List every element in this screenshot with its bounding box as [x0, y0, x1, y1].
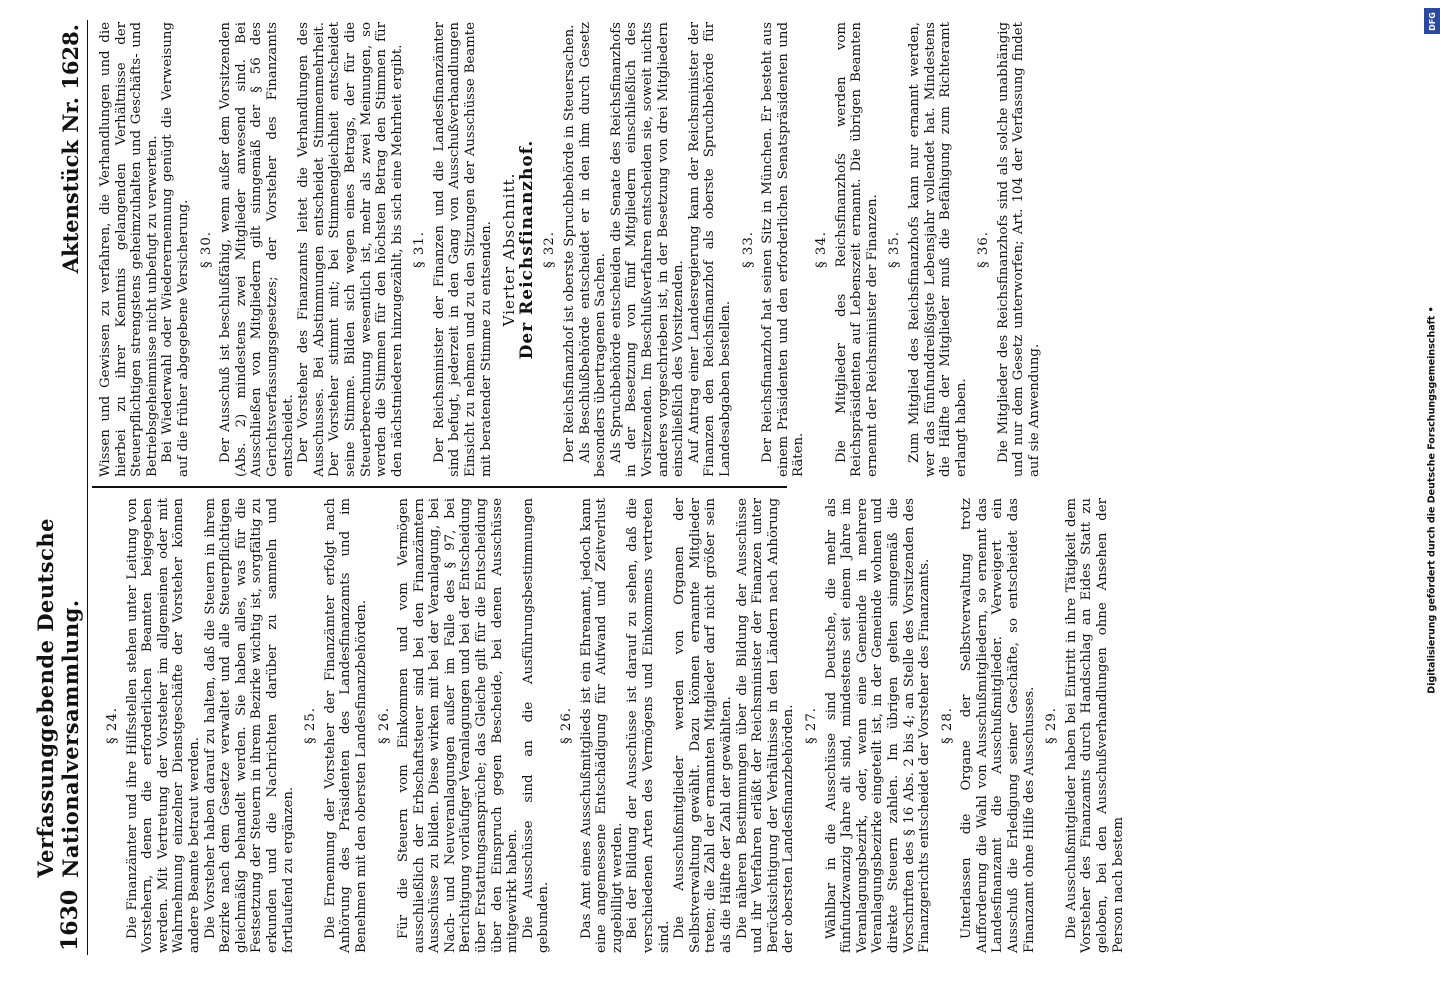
section-heading: § 26. [559, 706, 575, 745]
paragraph: Die Vorsteher haben darauf zu halten, daß die Steuern in ihrem Bezirke nach dem Gesetze verwaltet und alle Steuerpflichtigen gleichmäßig behandelt werden. Sie haben alles, was für die Festsetzung der Steuern in ihrem Bezirke wichtig ist, sorgfältig zu erkunden und die Nachrichten darüber zu sammeln und fortlaufend zu ergänzen. [202, 498, 296, 953]
paragraph: Der Reichsfinanzhof ist oberste Spruchbehörde in Steuersachen. [562, 24, 578, 463]
paragraph: Die Finanzämter und ihre Hilfsstellen stehen unter Leitung von Vorstehern, denen die erforderlichen Beamten beigegeben werden. Mit Vertretung der Vorsteher im allgemeinen oder mit Wahrnehmung einzelner Dienstgeschäfte der Vorsteher können andere Beamte betraut werden. [124, 498, 202, 953]
part-title: Der Reichsfinanzhof. [516, 139, 537, 360]
section-heading: § 28. [939, 706, 955, 745]
paragraph: Für die Steuern vom Einkommen und vom Vermögen ausschließlich der Erbschaftsteuer sind bei den Finanzämtern Ausschüsse zu bilden. Diese wirken mit bei der Veranlagung, bei Nach- und Neuveranlagungen außer im Falle des § 97, bei Berichtigung vorläufiger Veranlagungen und bei der Entscheidung über Erstattungsansprüche; das Gleiche gilt für die Entscheidung über den Einspruch gegen Bescheide, bei denen Ausschüsse mitgewirkt haben. [396, 498, 521, 953]
paragraph: Der Ausschuß ist beschlußfähig, wenn außer dem Vorsitzenden (Abs. 2) mindestens zwei Mitglieder anwesend sind. Bei Ausschließen von Mitgliedern gilt sinngemäß der § 56 des Gerichtsverfassungsgesetzes; der Vorsteher des Finanzamts entscheidet. [218, 22, 296, 477]
section-heading: § 25. [303, 706, 319, 745]
column-divider [92, 487, 787, 489]
section-heading: § 34. [813, 230, 829, 269]
section-heading: § 27. [803, 706, 819, 745]
paragraph: Unterlassen die Organe der Selbstverwaltung trotz Aufforderung die Wahl von Ausschußmitgliedern, so ernennt das Landesfinanzamt die Ausschußmitglieder. Verweigert ein Ausschuß die Erledigung seiner Geschäfte, so entscheidet das Finanzamt ohne Hilfe des Ausschusses. [959, 498, 1037, 953]
aktenstueck-number: Aktenstück Nr. 1628. [58, 24, 83, 274]
paragraph: Das Amt eines Ausschußmitglieds ist ein Ehrenamt, jedoch kann eine angemessene Entschädigung für Aufwand und Zeitverlust zugebilligt werden. [578, 498, 625, 953]
section-heading: § 24. [105, 706, 120, 745]
page-title: Verfassunggebende Deutsche Nationalversammlung. [33, 517, 83, 878]
paragraph: Die Ernennung der Vorsteher der Finanzämter erfolgt nach Anhörung des Präsidenten des Landesfinanzamts und im Benehmen mit den obersten Landesfinanzbehörden. [322, 498, 369, 953]
section-heading: § 29. [1044, 706, 1060, 745]
paragraph: Zum Mitglied des Reichsfinanzhofs kann nur ernannt werden, wer das fünfunddreißigste Lebensjahr vollendet hat. Mindestens die Hälfte der Mitglieder muß die Befähigung zum Richteramt erlangt haben. [906, 22, 969, 477]
part-heading: Vierter Abschnitt. [500, 172, 519, 327]
section-heading: § 31. [412, 230, 428, 269]
section-heading: § 36. [976, 230, 992, 269]
paragraph: Als Beschlußbehörde entscheidet er in den ihm durch Gesetz besonders übertragenen Sachen. [577, 22, 609, 477]
section-heading: § 32. [542, 230, 558, 269]
paragraph: Die Ausschüsse sind an die Ausführungsbestimmungen gebunden. [520, 498, 552, 953]
paragraph: Die Mitglieder des Reichsfinanzhofs sind als solche unabhängig und nur dem Gesetz unterworfen; Art. 104 der Verfassung findet auf sie Anwendung. [995, 22, 1043, 477]
paragraph: Auf Antrag einer Landesregierung kann der Reichsminister der Finanzen den Reichsfinanzhof als oberste Spruchbehörde für Landesabgaben bestellen. [686, 22, 733, 477]
paragraph: Wissen und Gewissen zu verfahren, die Verhandlungen und die hierbei zu ihrer Kenntnis gelangenden Verhältnisse der Steuerpflichtigen strengstens geheimzuhalten und Geschäfts- und Betriebsgeheimnisse nicht unbefugt zu verwerten. [98, 22, 160, 477]
page-header [33, 20, 88, 955]
section-heading: § 33. [740, 230, 756, 269]
paragraph: Die Ausschußmitglieder werden von Organen der Selbstverwaltung gewählt. Dazu können ernannte Mitglieder treten; die Zahl der ernannten Mitglieder darf nicht größer sein als die Hälfte der Zahl der gewählten. [672, 498, 734, 953]
right-column [98, 22, 1043, 477]
section-heading: § 26. [376, 706, 392, 745]
paragraph: Wählbar in die Ausschüsse sind Deutsche, die mehr als fünfundzwanzig Jahre alt sind, mindestens seit einem Jahre im Veranlagungsbezirk, oder, wenn eine Gemeinde in mehrere Veranlagungsbezirke eingeteilt ist, in der Gemeinde wohnen und direkte Steuern zahlen. Im übrigen gelten sinngemäß die Vorschriften des § 16 Abs. 2 bis 4; an Stelle des Vorsitzenden des Finanzgerichts entscheidet der Vorsteher des Finanzamts. [823, 498, 933, 953]
page-number: 1630 [57, 889, 83, 951]
paragraph: Die Mitglieder des Reichsfinanzhofs werden vom Reichspräsidenten auf Lebenszeit ernannt. Die übrigen Beamten ernennt der Reichsminister der Finanzen. [833, 22, 880, 477]
scanned-page [33, 20, 1126, 955]
dfg-logo: DFG [1424, 8, 1440, 34]
paragraph: Der Reichsfinanzhof hat seinen Sitz in München. Er besteht aus einem Präsidenten und den erforderlichen Senatspräsidenten und Räten. [760, 22, 807, 477]
paragraph: Bei Wiederwahl oder Wiederernennung genügt die Verweisung auf die früher abgegebene Versicherung. [160, 22, 191, 477]
left-column [98, 498, 1126, 953]
paragraph: Die Ausschußmitglieder haben bei Eintritt in ihre Tätigkeit dem Vorsteher des Finanzamts durch Handschlag an Eides Statt zu geloben, bei den Ausschußverhandlungen ohne Ansehen der Person nach bestem [1063, 498, 1126, 953]
paragraph: Der Reichsminister der Finanzen und die Landesfinanzämter sind befugt, jederzeit in den Gang von Ausschußverhandlungen Einsicht zu nehmen und zu den Sitzungen der Ausschüsse Beamte mit beratender Stimme zu entsenden. [431, 22, 494, 477]
section-heading: § 30. [198, 230, 214, 269]
section-heading: § 35. [887, 230, 903, 269]
paragraph: Die näheren Bestimmungen über die Bildung der Ausschüsse und ihr Verfahren erläßt der Reichsminister der Finanzen unter Berücksichtigung der Verhältnisse in den Ländern nach Anhörung der obersten Landesfinanzbehörden. [734, 498, 797, 953]
paragraph: Bei der Bildung der Ausschüsse ist darauf zu sehen, daß die verschiedenen Arten des Vermögens und Einkommens vertreten sind. [625, 498, 672, 953]
paragraph: Als Spruchbehörde entscheiden die Senate des Reichsfinanzhofs in der Besetzung von fünf Mitgliedern einschließlich des Vorsitzenden. Im Beschlußverfahren entscheiden sie, soweit nichts anderes vorgeschrieben ist, in der Besetzung von drei Mitgliedern einschließlich des Vorsitzenden. [608, 22, 687, 477]
paragraph: Der Vorsteher des Finanzamts leitet die Verhandlungen des Ausschusses. Bei Abstimmungen entscheidet Stimmenmehrheit. Der Vorsteher stimmt mit; bei Stimmengleichheit entscheidet seine Stimme. Bilden sich wegen eines Betrags, der für die Steuerberechnung wesentlich ist, mehr als zwei Meinungen, so werden die Stimmen für den höchsten Betrag den Stimmen für den nächstniederen hinzugezählt, bis sich eine Mehrheit ergibt. [296, 22, 405, 477]
digitization-note: Digitalisierung gefördert durch die Deutsche Forschungsgemeinschaft • [1426, 306, 1438, 694]
